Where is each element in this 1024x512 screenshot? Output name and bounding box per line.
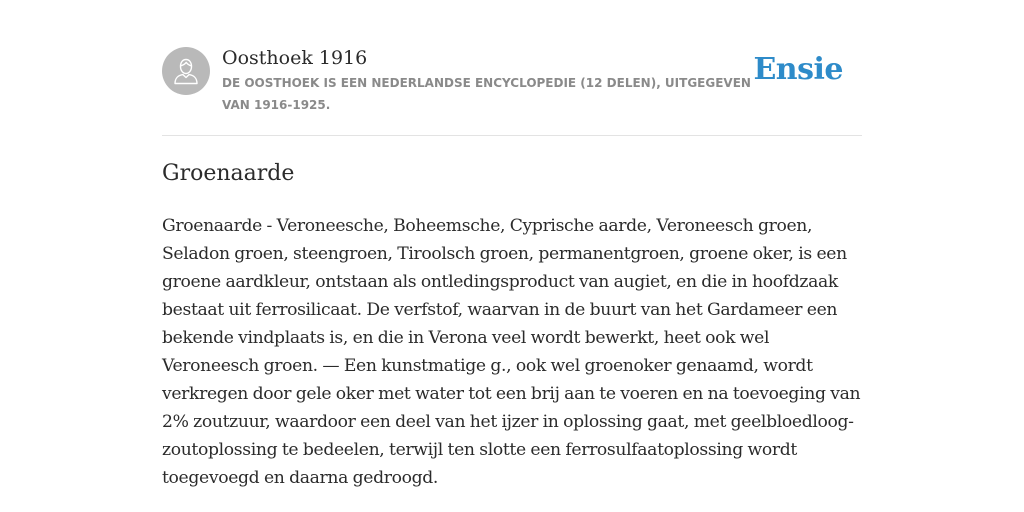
article-title: Groenaarde bbox=[162, 161, 295, 186]
article-body: Groenaarde - Veroneesche, Boheemsche, Cyprische aarde, Veroneesch groen, Seladon groen, steengroen, Tiroolsch groen, permanentgroen, groene oker, is een groene aardkleur, ontstaan als ontledingsproduct van augiet, en die in hoofdzaak bestaat uit ferrosilicaat. De verfstof, waarvan in de buurt van het Gardameer een bekende vindplaats is, en die in Verona veel wordt bewerkt, heet ook wel Veroneesch groen. — Een kunstmatige g., ook wel groenoker genaamd, wordt verkregen door gele oker met water tot een brij aan te voeren en na toevoeging van 2% zoutzuur, waardoor een deel van het ijzer in oplossing gaat, met geelbloedloog-zoutoplossing te bedeelen, terwijl ten slotte een ferrosulfaatoplossing wordt toegevoegd en daarna gedroogd. bbox=[162, 216, 861, 488]
source-title[interactable]: Oosthoek 1916 bbox=[222, 47, 368, 69]
source-avatar[interactable] bbox=[162, 47, 210, 95]
header-divider bbox=[162, 135, 862, 136]
user-icon bbox=[173, 57, 199, 85]
source-description: DE OOSTHOEK IS EEN NEDERLANDSE ENCYCLOPEDIE (12 DELEN), UITGEGEVEN VAN 1916-1925. bbox=[222, 76, 751, 112]
ensie-logo[interactable]: Ensie bbox=[753, 52, 843, 87]
